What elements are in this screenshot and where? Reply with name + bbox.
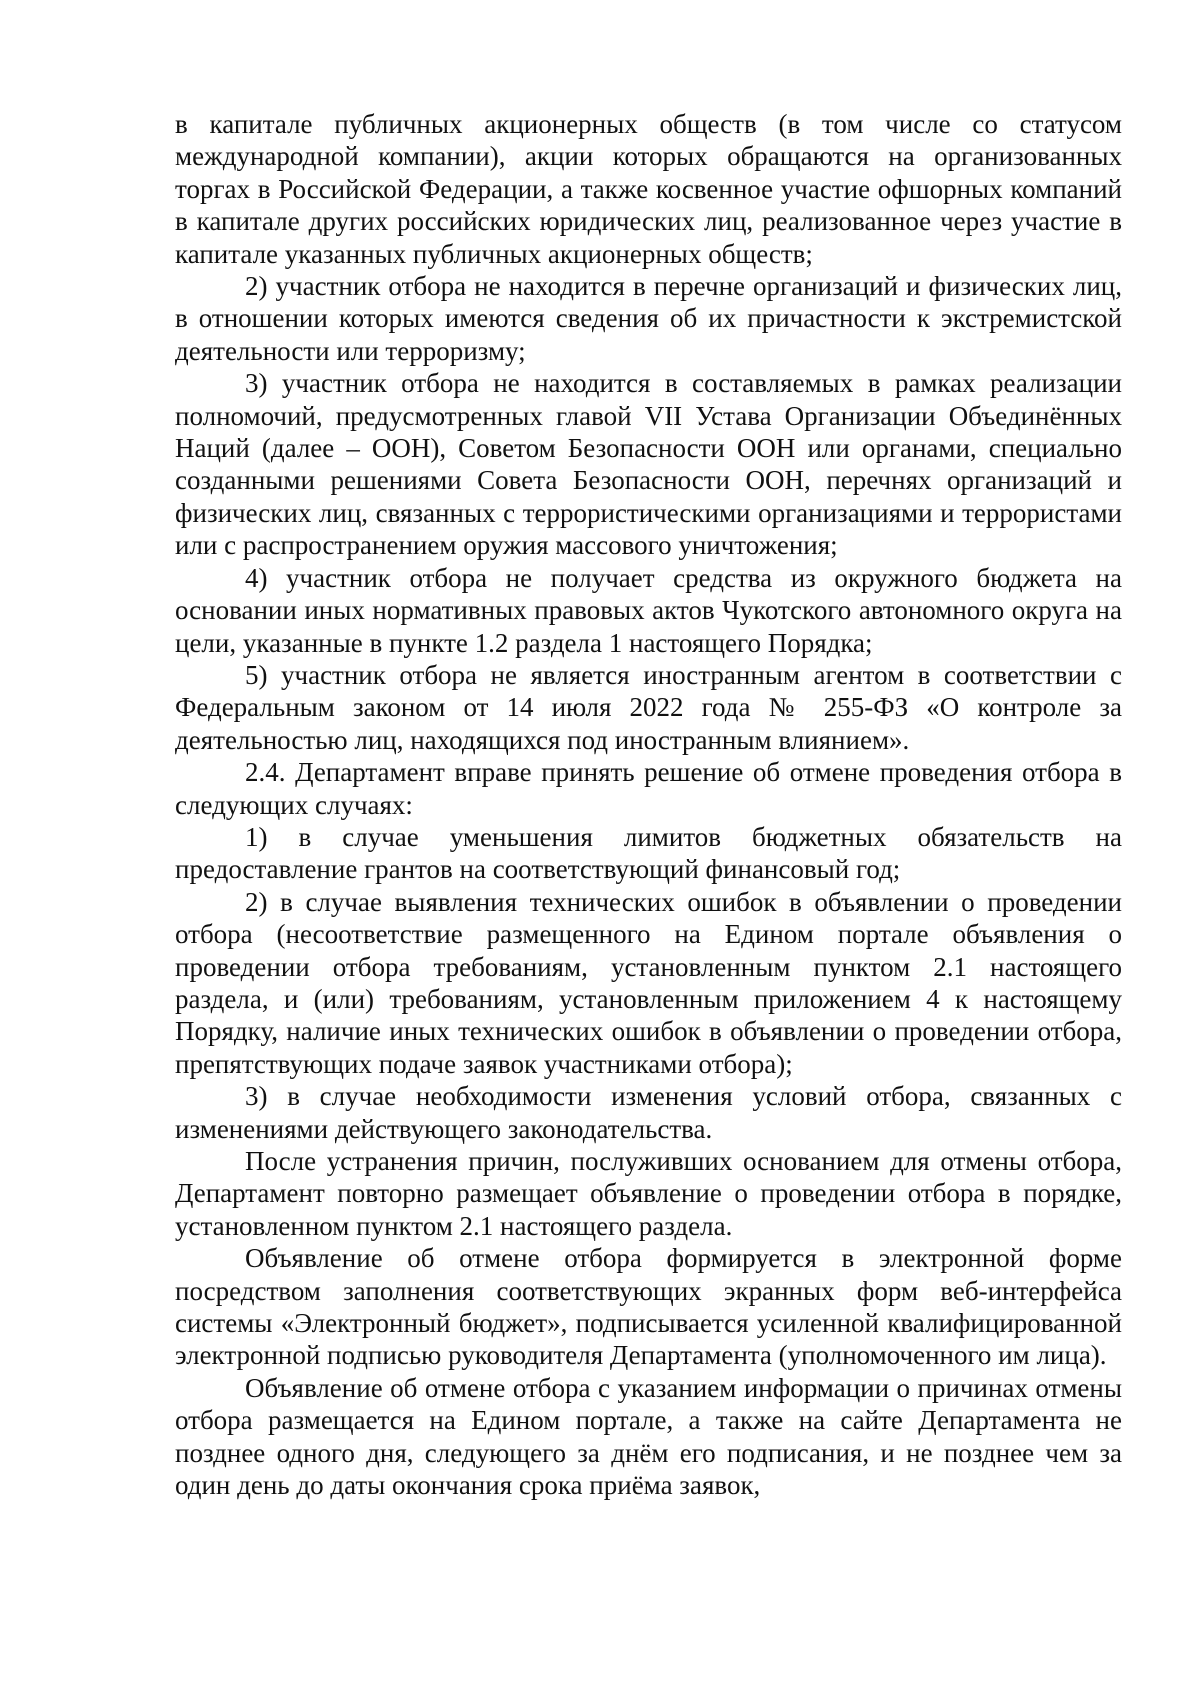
paragraph-item-3: 3) участник отбора не находится в составляемых в рамках реализации полномочий, предусмотренных главой VII Устава Организации Объединённых Наций (далее – ООН), Советом Безопасности ООН или органами, специально созданными решениями Совета Безопасности ООН, перечнях организаций и физических лиц, связанных с террористическими организациями и террористами или с распространением оружия массового уничтожения; (175, 368, 1122, 561)
paragraph-cancellation-form: Объявление об отмене отбора формируется в электронной форме посредством заполнения соответствующих экранных форм веб-интерфейса системы «Электронный бюджет», подписывается усиленной квалифицированной электронной подписью руководителя Департамента (уполномоченного им лица). (175, 1243, 1122, 1371)
paragraph-cancellation-publication: Объявление об отмене отбора с указанием информации о причинах отмены отбора размещается на Едином портале, а также на сайте Департамента не позднее одного дня, следующего за днём его подписания, и не позднее чем за один день до даты окончания срока приёма заявок, (175, 1372, 1122, 1501)
paragraph-continuation: в капитале публичных акционерных обществ (в том числе со статусом международной компании), акции которых обращаются на организованных торгах в Российской Федерации, а также косвенное участие офшорных компаний в капитале других российских юридических лиц, реализованное через участие в капитале указанных публичных акционерных обществ; (175, 109, 1122, 269)
paragraph-case-3: 3) в случае необходимости изменения условий отбора, связанных с изменениями действующего законодательства. (175, 1081, 1122, 1144)
paragraph-case-2: 2) в случае выявления технических ошибок в объявлении о проведении отбора (несоответствие размещенного на Едином портале объявления о проведении отбора требованиям, установленным пунктом 2.1 настоящего раздела, и (или) требованиям, установленным приложением 4 к настоящему Порядку, наличие иных технических ошибок в объявлении о проведении отбора, препятствующих подаче заявок участниками отбора); (175, 886, 1122, 1079)
document-page (175, 108, 1122, 1501)
paragraph-after-elimination: После устранения причин, послуживших основанием для отмены отбора, Департамент повторно размещает объявление о проведении отбора в порядке, установленном пунктом 2.1 настоящего раздела. (175, 1146, 1122, 1241)
paragraph-section-2-4: 2.4. Департамент вправе принять решение об отмене проведения отбора в следующих случаях: (175, 757, 1122, 820)
paragraph-case-1: 1) в случае уменьшения лимитов бюджетных обязательств на предоставление грантов на соответствующий финансовый год; (175, 821, 1122, 885)
paragraph-item-4: 4) участник отбора не получает средства из окружного бюджета на основании иных нормативных правовых актов Чукотского автономного округа на цели, указанные в пункте 1.2 раздела 1 настоящего Порядка; (175, 562, 1122, 658)
paragraph-item-2: 2) участник отбора не находится в перечне организаций и физических лиц, в отношении которых имеются сведения об их причастности к экстремистской деятельности или терроризму; (175, 271, 1122, 366)
paragraph-item-5: 5) участник отбора не является иностранным агентом в соответствии с Федеральным законом от 14 июля 2022 года № 255-ФЗ «О контроле за деятельностью лиц, находящихся под иностранным влиянием». (175, 659, 1122, 755)
